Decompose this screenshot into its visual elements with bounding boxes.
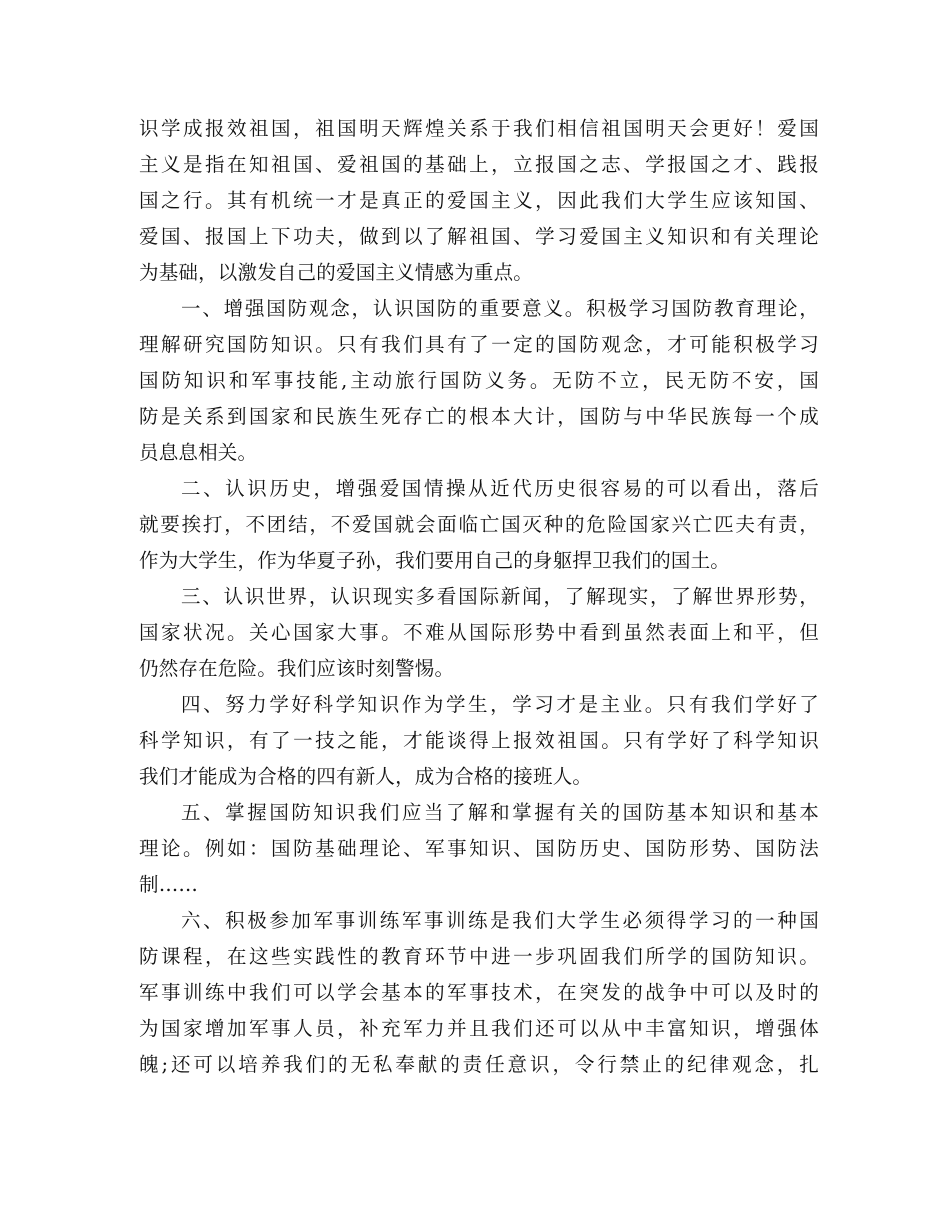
text-line: 识学成报效祖国，祖国明天辉煌关系于我们相信祖国明天会更好！爱国 xyxy=(139,117,819,140)
text-line: 理解研究国防知识。只有我们具有了一定的国防观念，才可能积极学习 xyxy=(139,333,819,356)
text-line: 为国家增加军事人员，补充军力并且我们还可以从中丰富知识，增强体 xyxy=(139,1017,819,1040)
text-line: 防课程，在这些实践性的教育环节中进一步巩固我们所学的国防知识。 xyxy=(139,945,819,968)
text-line: 军事训练中我们可以学会基本的军事技术，在突发的战争中可以及时的 xyxy=(139,981,819,1004)
text-line: 科学知识，有了一技之能，才能谈得上报效祖国。只有学好了科学知识 xyxy=(139,729,819,752)
text-line: 我们才能成为合格的四有新人，成为合格的接班人。 xyxy=(139,765,593,788)
text-line: 魄;还可以培养我们的无私奉献的责任意识，令行禁止的纪律观念，扎 xyxy=(139,1053,819,1076)
section-heading-line: 二、认识历史，增强爱国情操从近代历史很容易的可以看出，落后 xyxy=(181,477,819,500)
text-line: 作为大学生，作为华夏子孙，我们要用自己的身躯捍卫我们的国土。 xyxy=(139,549,731,572)
text-line: 就要挨打，不团结，不爱国就会面临亡国灭种的危险国家兴亡匹夫有责， xyxy=(139,513,819,536)
section-heading-line: 三、认识世界，认识现实多看国际新闻，了解现实，了解世界形势， xyxy=(181,585,819,608)
text-line: 主义是指在知祖国、爱祖国的基础上，立报国之志、学报国之才、践报 xyxy=(139,153,819,176)
text-line: 国防知识和军事技能,主动旅行国防义务。无防不立，民无防不安，国 xyxy=(139,369,819,392)
text-line: 国之行。其有机统一才是真正的爱国主义，因此我们大学生应该知国、 xyxy=(139,189,819,212)
text-line: 国家状况。关心国家大事。不难从国际形势中看到虽然表面上和平，但 xyxy=(139,621,819,644)
text-line: 爱国、报国上下功夫，做到以了解祖国、学习爱国主义知识和有关理论 xyxy=(139,225,819,248)
text-line: 员息息相关。 xyxy=(139,441,258,464)
section-heading-line: 一、增强国防观念，认识国防的重要意义。积极学习国防教育理论， xyxy=(181,297,819,320)
document-body xyxy=(139,111,819,1083)
section-heading-line: 六、积极参加军事训练军事训练是我们大学生必须得学习的一种国 xyxy=(181,909,819,932)
section-heading-line: 五、掌握国防知识我们应当了解和掌握有关的国防基本知识和基本 xyxy=(181,801,819,824)
text-line: 防是关系到国家和民族生死存亡的根本大计，国防与中华民族每一个成 xyxy=(139,405,819,428)
section-heading-line: 四、努力学好科学知识作为学生，学习才是主业。只有我们学好了 xyxy=(181,693,819,716)
text-line: 理论。例如：国防基础理论、军事知识、国防历史、国防形势、国防法 xyxy=(139,837,819,860)
text-line: 仍然存在危险。我们应该时刻警惕。 xyxy=(139,657,455,680)
text-line: 为基础，以激发自己的爱国主义情感为重点。 xyxy=(139,261,534,284)
text-line: 制…… xyxy=(139,873,199,896)
